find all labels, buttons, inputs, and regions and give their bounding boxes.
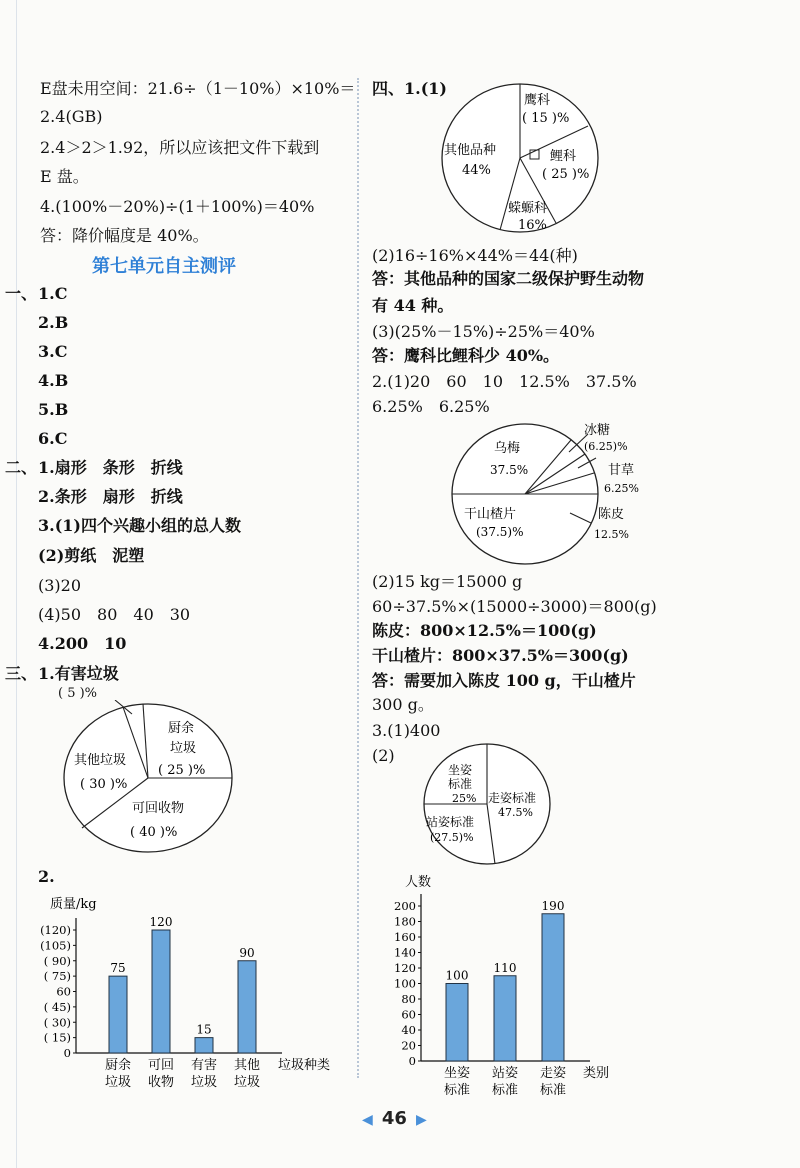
bar-value-label: 15 [196,1022,212,1037]
right-line-7: 6.25% 6.25% [372,397,490,416]
part1-answer-1: 1.C [38,284,68,303]
right-line-1: (2)16÷16%×44%＝44(种) [372,246,578,265]
part2-line-4: (2)剪纸 泥塑 [38,546,145,565]
unit-title: 第七单元自主测评 [92,256,236,277]
sit-label: 坐姿 [448,763,473,777]
right-line-14: 3.(1)400 [372,721,441,740]
waste-bar-chart [20,888,350,1098]
shanzha-pct: (37.5)% [476,525,524,539]
part2-line-2: 2.条形 扇形 折线 [38,487,183,506]
category-label: 站姿 [491,1066,519,1081]
category-label: 其他 [233,1058,261,1073]
left-line-4: E 盘。 [40,167,89,186]
q3-1-title: 1.有害垃圾 [38,664,119,683]
shanzha-label: 干山楂片 [464,507,517,522]
right-line-3: 有 44 种。 [372,296,454,315]
y-tick-label: ( 30) [43,1015,71,1030]
category-label: 标准 [491,1083,519,1098]
walk-label: 走姿标准 [488,791,537,805]
kitchen-pct: ( 25 )% [158,763,206,778]
wumei-pct: 37.5% [490,463,529,477]
walk-pct: 47.5% [498,806,533,819]
category-label: 收物 [147,1075,175,1090]
y-tick-label: 200 [394,899,416,913]
right-line-12: 答：需要加入陈皮 100 g，干山楂片 [372,671,636,690]
bar-value-label: 120 [149,915,173,929]
category-label: 垃圾 [233,1075,261,1090]
y-tick-label: 100 [394,976,416,991]
y-tick-label: 40 [401,1023,416,1037]
y-tick-label: 20 [401,1038,416,1053]
recyclable-pct: ( 40 )% [130,825,178,840]
carp-label: 鲤科 [550,149,577,164]
y-tick-label: 0 [408,1054,416,1068]
right-line-8: (2)15 kg＝15000 g [372,572,523,591]
right-line-10: 陈皮：800×12.5%＝100(g) [372,621,597,640]
bar [446,984,468,1062]
y-tick-label: 180 [394,914,416,929]
part2-line-7: 4.200 10 [38,634,127,653]
category-label: 可回 [147,1058,175,1073]
right-line-9: 60÷37.5%×(15000÷3000)＝800(g) [372,597,657,616]
kitchen-label: 厨余 [168,721,195,736]
other-waste-pct: ( 30 )% [80,777,128,792]
y-tick-label: 60 [401,1007,416,1022]
ingredient-pie-chart [448,418,658,568]
snail-pct: 16% [518,218,547,233]
category-label: 坐姿 [443,1066,471,1081]
right-line-4: (3)(25%－15%)÷25%＝40% [372,322,595,341]
category-label: 走姿 [539,1066,567,1081]
y-axis-label: 人数 [405,875,432,890]
category-label: 有害 [190,1058,218,1073]
part1-label: 一、 [5,284,38,303]
y-tick-label: ( 75) [43,969,71,984]
part4-label: 四、 [372,79,405,98]
x-axis-label: 类别 [583,1066,610,1081]
y-tick-label: 60 [56,984,71,999]
y-tick-label: ( 45) [43,999,71,1014]
part2-label: 二、 [5,458,38,477]
q4-1-label: 1.(1) [404,79,447,98]
category-label: 垃圾 [104,1075,132,1090]
sit-label-2: 标准 [448,777,473,791]
right-line-5: 答：鹰科比鲤科少 40%。 [372,346,560,365]
left-line-5: 4.(100%－20%)÷(1＋100%)＝40% [40,197,315,216]
posture-pie-chart [420,742,570,870]
left-line-3: 2.4＞2＞1.92，所以应该把文件下载到 [40,138,320,157]
left-line-6: 答：降价幅度是 40%。 [40,226,209,245]
y-tick-label: 160 [394,930,416,944]
chenpi-label: 陈皮 [598,507,625,522]
bar-value-label: 190 [541,898,565,913]
carp-pct: ( 25 )% [542,167,590,182]
other-waste-label: 其他垃圾 [74,753,127,768]
next-arrow-icon: ▶ [416,1112,427,1128]
animal-pie-chart [438,80,608,240]
wumei-label: 乌梅 [494,441,521,456]
bar-value-label: 100 [445,968,469,983]
bar [195,1038,213,1053]
right-line-2: 答：其他品种的国家二级保护野生动物 [372,269,645,288]
y-tick-label: 80 [401,992,416,1006]
sit-pct: 25% [452,792,477,805]
gancao-pct: 6.25% [604,482,639,495]
other-species-label: 其他品种 [444,143,497,158]
y-tick-label: ( 90) [43,953,71,968]
snail-label: 蝾螈科 [508,201,548,216]
y-tick-label: 120 [394,961,416,975]
bar [542,914,564,1061]
binding-edge-line [16,0,17,1168]
category-label: 厨余 [104,1058,132,1073]
eagle-pct: ( 15 )% [522,111,570,126]
left-line-1: E盘未用空间：21.6÷（1－10%）×10%＝ [40,79,356,98]
part2-line-6: (4)50 80 40 30 [38,605,191,624]
stand-label: 站姿标准 [426,815,475,829]
category-label: 标准 [539,1083,567,1098]
bar [109,976,127,1053]
bar [494,976,516,1061]
category-label: 标准 [443,1083,471,1098]
part2-line-3: 3.(1)四个兴趣小组的总人数 [38,516,241,535]
left-line-2: 2.4(GB) [40,107,103,126]
right-line-15: (2) [372,746,395,765]
bar [238,961,256,1053]
gancao-label: 甘草 [608,463,635,478]
bingtang-pct: (6.25)% [584,440,628,453]
y-tick-label: (105) [40,938,71,953]
y-tick-label: (120) [40,923,71,937]
stand-pct: (27.5)% [430,831,474,844]
waste-pie-chart [60,700,240,860]
part1-answer-2: 2.B [38,313,69,332]
prev-arrow-icon: ◀ [362,1112,373,1128]
right-line-11: 干山楂片：800×37.5%＝300(g) [372,646,629,665]
other-species-pct: 44% [462,163,491,178]
page-number-wrap [362,1108,427,1129]
x-axis-label: 垃圾种类 [278,1058,331,1073]
part2-line-1: 1.扇形 条形 折线 [38,458,183,477]
recyclable-label: 可回收物 [132,801,185,816]
kitchen-label-2: 垃圾 [170,741,197,756]
bar-value-label: 75 [110,961,126,976]
y-axis-label: 质量/kg [50,897,97,912]
part1-answer-6: 6.C [38,429,68,448]
bingtang-label: 冰糖 [584,423,611,438]
bar-value-label: 110 [493,960,517,975]
category-label: 垃圾 [190,1075,218,1090]
column-divider [357,78,359,1078]
y-tick-label: ( 15) [43,1030,71,1045]
part1-answer-5: 5.B [38,400,69,419]
chenpi-pct: 12.5% [594,528,629,541]
page-number: 46 [381,1108,407,1129]
y-tick-label: 140 [394,945,416,960]
right-line-6: 2.(1)20 60 10 12.5% 37.5% [372,372,637,391]
harmful-waste-pct: ( 5 )% [58,686,98,701]
part2-line-5: (3)20 [38,576,82,595]
bar-value-label: 90 [239,945,255,960]
right-line-13: 300 g。 [372,695,434,714]
part1-answer-4: 4.B [38,371,69,390]
posture-bar-chart [385,868,635,1098]
bar [152,930,170,1053]
y-tick-label: 0 [63,1046,71,1060]
eagle-label: 鹰科 [524,93,551,108]
part3-label: 三、 [5,664,38,683]
q3-2-label: 2. [38,867,55,886]
part1-answer-3: 3.C [38,342,68,361]
